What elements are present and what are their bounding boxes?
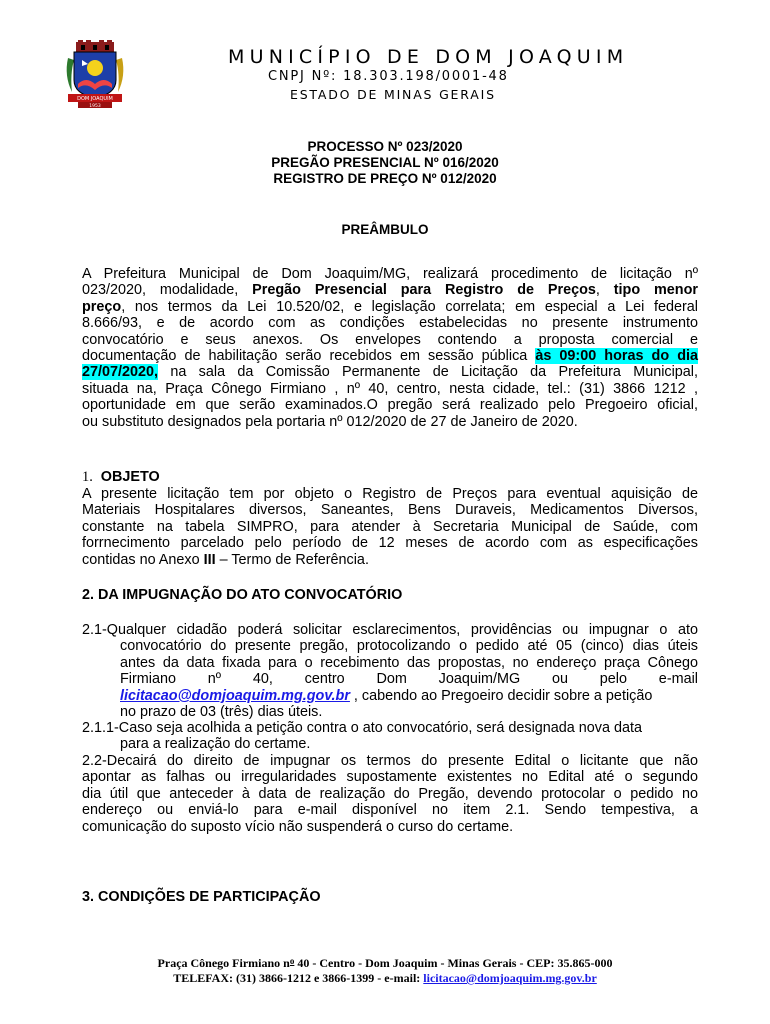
- section-1-line: A presente licitação tem por objeto o Registro de Preços para eventual aquisição de: [82, 486, 698, 502]
- session-date-highlight: 27/07/2020,: [82, 364, 159, 381]
- svg-text:DOM JOAQUIM: DOM JOAQUIM: [77, 96, 113, 102]
- item-2-2-line: dia útil que anteceder à data de realização do Pregão, devendo protocolar o pedido no: [82, 785, 698, 802]
- item-2-1-1-line: 2.1.1-Caso seja acolhida a petição contra o ato convocatório, será designada nova data: [82, 720, 643, 736]
- preamble-heading: PREÂMBULO: [341, 222, 429, 237]
- item-2-1-line: licitacao@domjoaquim.mg.gov.br , cabendo ao Pregoeiro decidir sobre a petição: [120, 687, 653, 704]
- section-2-heading: 2. DA IMPUGNAÇÃO DO ATO CONVOCATÓRIO: [82, 587, 403, 603]
- section-1-line: forrnecimento parcelado pelo período de 12 meses de acordo com as especificações: [82, 535, 698, 552]
- section-3-heading: 3. CONDIÇÕES DE PARTICIPAÇÃO: [82, 889, 321, 905]
- footer-address: Praça Cônego Firmiano $n^o$ 40 - Centro - Dom Joaquim - Minas Gerais - CEP: 35.865-000: [157, 956, 613, 970]
- item-2-1-line: 2.1-Qualquer cidadão poderá solicitar esclarecimentos, providências ou impugnar o ato: [82, 622, 698, 638]
- item-2-2-line: comunicação do suposto vício não suspenderá o curso do certame.: [82, 818, 514, 835]
- municipal-coat-of-arms-icon: [64, 40, 126, 108]
- preamble-line: preço, nos termos da Lei 10.520/02, e legislação correlata; em especial a Lei federal: [82, 298, 698, 315]
- section-1-line: contidas no Anexo III – Termo de Referência.: [82, 551, 369, 568]
- section-1-line: constante na tabela SIMPRO, para atender à Secretaria Municipal de Saúde, com: [82, 518, 698, 535]
- preamble-line: convocatório e seus anexos. Os envelopes contendo a proposta comercial e: [82, 331, 698, 348]
- svg-text:1953: 1953: [89, 104, 101, 108]
- item-2-1-line: convocatório do presente pregão, protocolizando o pedido até 05 (cinco) dias úteis: [120, 638, 698, 655]
- process-number: PROCESSO Nº 023/2020: [307, 139, 463, 154]
- item-2-2: [82, 753, 698, 835]
- cnpj-line: CNPJ Nº: 18.303.198/0001-48: [268, 69, 509, 84]
- preamble-line: situada na, Praça Cônego Firmiano , nº 40, centro, nesta cidade, tel.: (31) 3866 1212 ,: [82, 380, 698, 397]
- item-2-1-1: [82, 720, 698, 753]
- preamble-line: 023/2020, modalidade, Pregão Presencial para Registro de Preços, tipo menor: [82, 282, 698, 299]
- preamble-line: 27/07/2020, na sala da Comissão Permanente de Licitação da Prefeitura Municipal,: [82, 364, 698, 381]
- state-line: ESTADO DE MINAS GERAIS: [290, 87, 496, 102]
- preamble-line: ou substituto designados pela portaria nº 012/2020 de 27 de Janeiro de 2020.: [82, 413, 578, 430]
- item-2-2-line: apontar as falhas ou irregularidades supostamente existentes no Edital até o segundo: [82, 769, 698, 786]
- session-time-highlight: às 09:00 horas do dia: [535, 348, 698, 365]
- pregao-number: PREGÃO PRESENCIAL Nº 016/2020: [271, 155, 499, 170]
- item-2-2-line: endereço ou enviá-lo para e-mail disponível no item 2.1. Sendo tempestiva, a: [82, 802, 698, 819]
- section-1-line: Materiais Hospitalares diversos, Saneantes, Bens Duraveis, Medicamentos Diversos,: [82, 502, 698, 519]
- preamble-line: 8.666/93, e de acordo com as condições estabelecidas no presente instrumento: [82, 315, 698, 332]
- item-2-1: [82, 622, 698, 720]
- footer: [0, 954, 770, 986]
- preamble-line: A Prefeitura Municipal de Dom Joaquim/MG, realizará procedimento de licitação nº: [82, 266, 698, 282]
- email-link[interactable]: licitacao@domjoaquim.mg.gov.br: [120, 687, 350, 704]
- item-2-1-line: Firmiano nº 40, centro Dom Joaquim/MG ou pelo e-mail: [120, 671, 698, 688]
- preamble-line: documentação de habilitação serão recebidos em sessão pública às 09:00 horas do dia: [82, 348, 698, 365]
- item-2-2-line: 2.2-Decairá do direito de impugnar os termos do presente Edital o licitante que não: [82, 753, 698, 769]
- municipality-title: MUNICÍPIO DE DOM JOAQUIM: [228, 46, 629, 68]
- preamble-paragraph: [82, 266, 698, 430]
- preamble-line: oportunidade em que serão examinados.O pregão será realizado pelo Pregoeiro oficial,: [82, 397, 698, 414]
- footer-contact: TELEFAX: (31) 3866-1212 e 3866-1399 - e-mail: licitacao@domjoaquim.mg.gov.br: [173, 971, 597, 985]
- item-2-1-line: antes da data fixada para o recebimento das propostas, no endereço praça Cônego: [120, 654, 698, 671]
- item-2-1-line: no prazo de 03 (três) dias úteis.: [120, 704, 323, 721]
- section-1-heading: 1. OBJETO: [82, 469, 160, 485]
- registro-number: REGISTRO DE PREÇO Nº 012/2020: [273, 171, 497, 186]
- section-1-paragraph: [82, 486, 698, 568]
- footer-email-link[interactable]: licitacao@domjoaquim.mg.gov.br: [423, 971, 597, 985]
- process-header: [0, 139, 770, 187]
- item-2-1-1-line: para a realização do certame.: [120, 736, 311, 753]
